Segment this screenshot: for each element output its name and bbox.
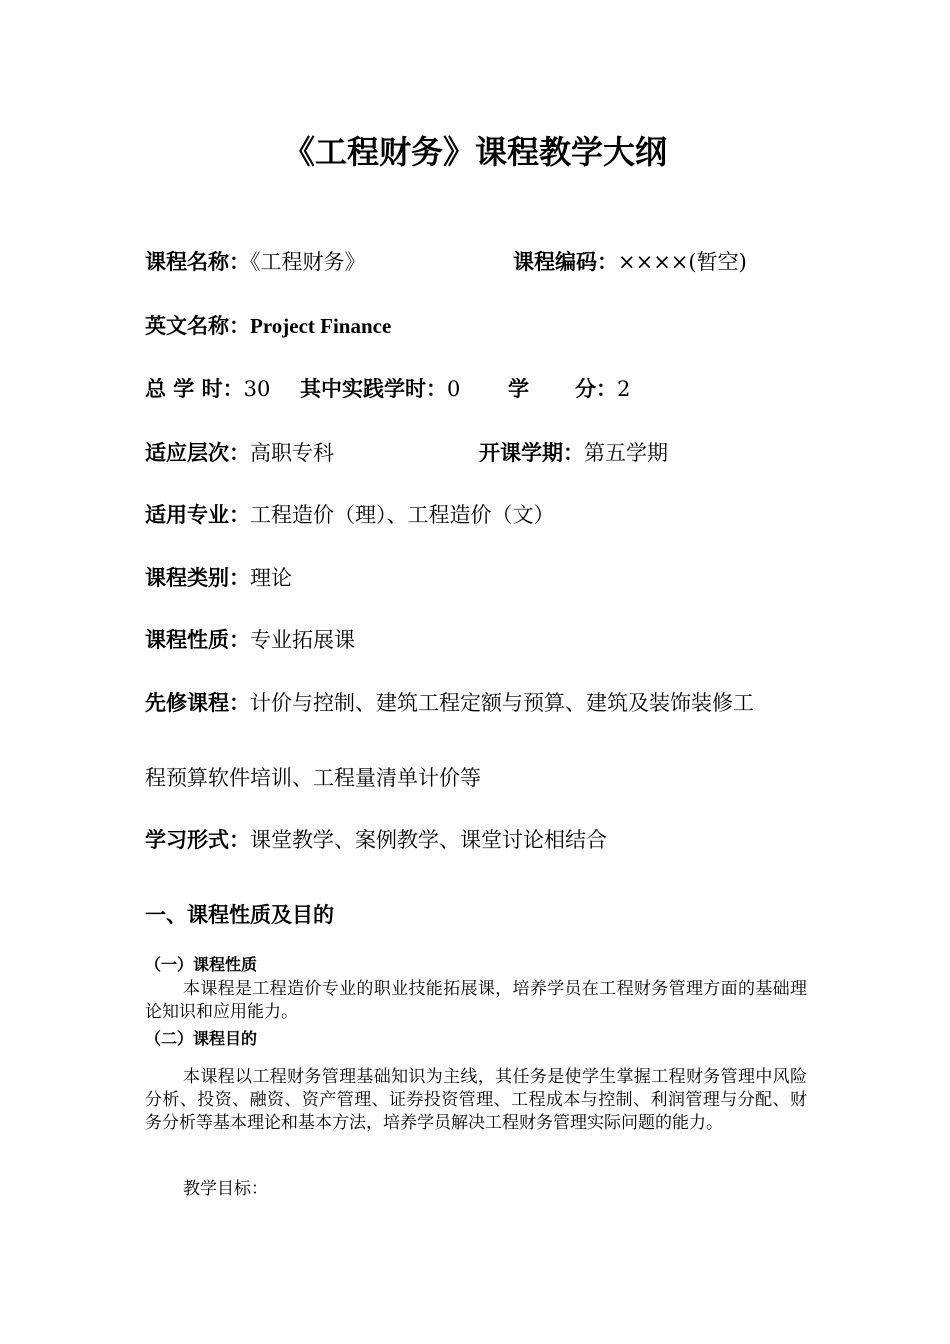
hours-row: [145, 374, 270, 404]
total-hours-value: 30: [243, 377, 271, 401]
prerequisite-row-cont: [145, 763, 481, 793]
nature-label: 课程性质：: [145, 628, 250, 652]
category-value: 理论: [250, 566, 292, 590]
practice-hours-row: [300, 374, 460, 404]
major-row: [145, 500, 555, 530]
course-code-row: [513, 247, 747, 277]
prerequisite-value-line1: 计价与控制、建筑工程定额与预算、建筑及装饰装修工: [250, 691, 754, 715]
practice-hours-label: 其中实践学时：: [300, 377, 447, 401]
english-name-label: 英文名称：: [145, 314, 250, 338]
major-label: 适用专业：: [145, 503, 250, 527]
prerequisite-row: [145, 688, 754, 718]
course-name-row: [145, 247, 366, 277]
level-value: 高职专科: [250, 441, 334, 465]
course-name-value: 《工程财务》: [250, 250, 366, 274]
level-row: [145, 438, 334, 468]
credit-value: 2: [617, 377, 631, 401]
prerequisite-label: 先修课程：: [145, 691, 250, 715]
practice-hours-value: 0: [447, 377, 461, 401]
level-label: 适应层次：: [145, 441, 250, 465]
english-name-row: [145, 311, 391, 341]
section1-sub1-text: 本课程是工程造价专业的职业技能拓展课，培养学员在工程财务管理方面的基础理论知识和应用能力。: [145, 979, 807, 1022]
course-name-label: 课程名称：: [145, 250, 250, 274]
category-row: [145, 563, 292, 593]
category-label: 课程类别：: [145, 566, 250, 590]
course-code-value: ××××(暂空): [618, 250, 747, 274]
section1-sub1-heading: （一）课程性质: [145, 955, 258, 974]
teaching-goal-label: 教学目标：: [183, 1179, 268, 1199]
semester-label: 开课学期：: [479, 441, 584, 465]
credit-label: 分：: [575, 377, 617, 401]
course-code-label: 课程编码：: [513, 250, 618, 274]
prerequisite-value-line2: 程预算软件培训、工程量清单计价等: [145, 766, 481, 790]
section1-sub2-heading: （二）课程目的: [145, 1029, 258, 1048]
semester-row: [479, 438, 668, 468]
major-value: 工程造价（理）、工程造价（文）: [250, 503, 555, 527]
section1-heading: 一、课程性质及目的: [145, 903, 334, 927]
semester-value: 第五学期: [584, 441, 668, 465]
credit-label-part1: 学: [508, 377, 529, 401]
nature-value: 专业拓展课: [250, 628, 355, 652]
section1-sub2-text: 本课程以工程财务管理基础知识为主线，其任务是使学生掌握工程财务管理中风险分析、投资、融资、资产管理、证券投资管理、工程成本与控制、利润管理与分配、财务分析等基本理论和基本方法，培养学员解决工程财务管理实际问题的能力。: [145, 1067, 807, 1133]
nature-row: [145, 625, 355, 655]
credit-row: [575, 374, 630, 404]
total-hours-label: 总 学 时：: [145, 377, 244, 401]
document-title: 《工程财务》课程教学大纲: [282, 133, 667, 171]
study-form-value: 课堂教学、案例教学、课堂讨论相结合: [250, 828, 607, 852]
study-form-label: 学习形式：: [145, 828, 250, 852]
study-form-row: [145, 825, 607, 855]
english-name-value: Project Finance: [250, 314, 392, 338]
